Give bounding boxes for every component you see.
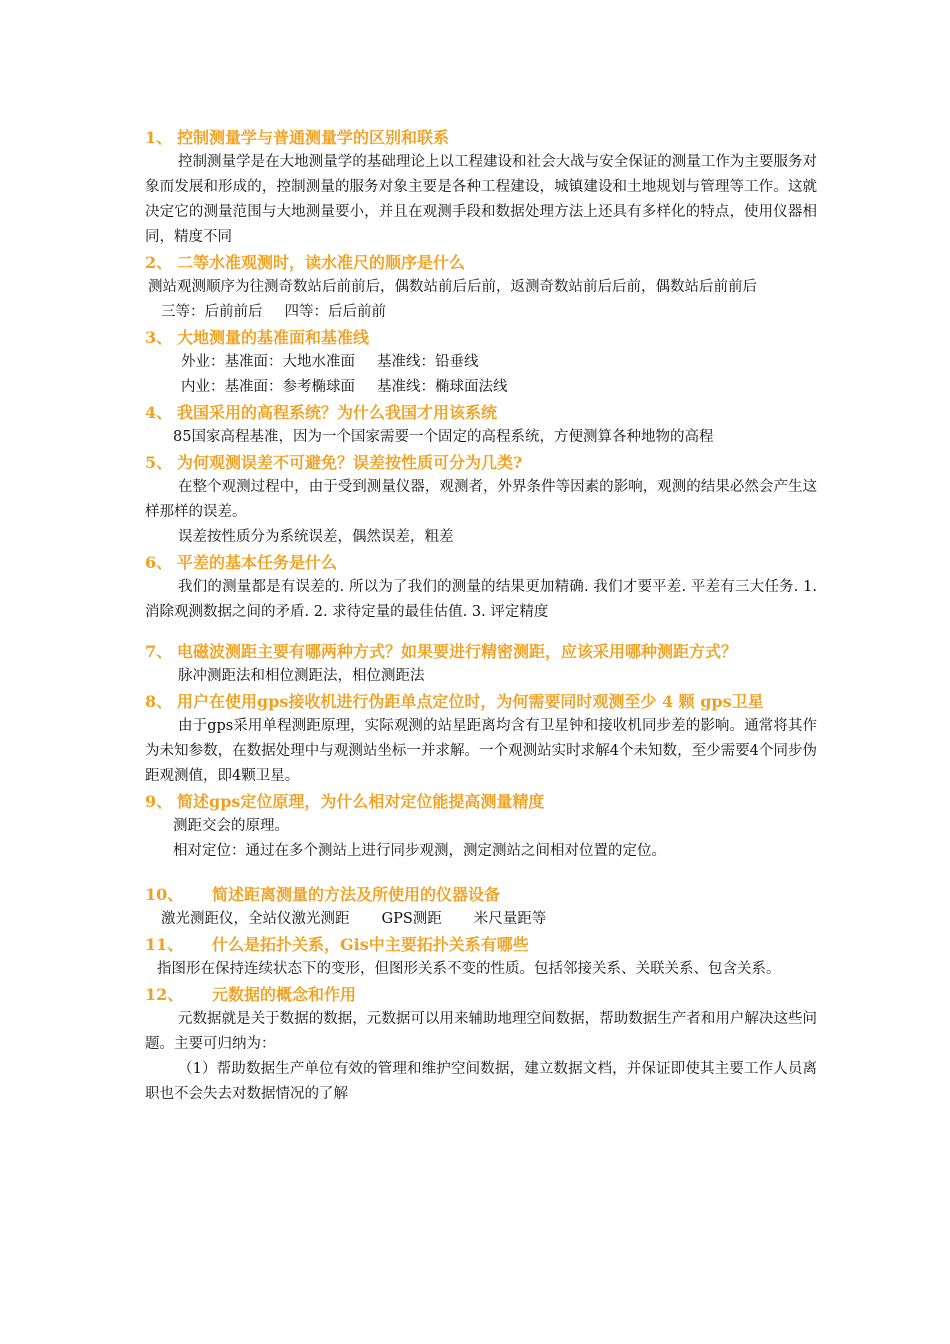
- question-title: 元数据的概念和作用: [212, 985, 357, 1004]
- answer-text: GPS测距: [381, 911, 442, 927]
- question-title: 大地测量的基准面和基准线: [177, 328, 370, 347]
- question-title: 我国采用的高程系统？为什么我国才用该系统: [177, 403, 498, 422]
- answer-text: 米尺量距等: [473, 911, 547, 927]
- answer-text: 激光测距仪，全站仪激光测距: [161, 911, 350, 927]
- question-heading-10: [145, 882, 817, 907]
- answer-paragraph: 我们的测量都是有误差的. 所以为了我们的测量的结果更加精确. 我们才要平差. 平差有三大任务. 1. 消除观测数据之间的矛盾. 2. 求待定量的最佳估值. 3. 评定精度: [145, 579, 817, 620]
- question-title: 控制测量学与普通测量学的区别和联系: [177, 128, 450, 147]
- document-content: [145, 125, 817, 1107]
- answer-paragraph: 测距交会的原理。: [173, 818, 289, 834]
- question-heading-12: [145, 982, 817, 1007]
- answer-line: [145, 350, 817, 375]
- answer-text: 内业：基准面：参考椭球面: [181, 379, 355, 395]
- spacer: [145, 625, 817, 639]
- question-number: 8、: [145, 692, 173, 711]
- answer-paragraph: 元数据就是关于数据的数据，元数据可以用来辅助地理空间数据，帮助数据生产者和用户解决这些问题。主要可归纳为：: [145, 1011, 817, 1052]
- answer-paragraph: 指图形在保持连续状态下的变形，但图形关系不变的性质。包括邻接关系、关联关系、包含关系。: [157, 961, 781, 977]
- answer-paragraph: 由于gps采用单程测距原理，实际观测的站星距离均含有卫星钟和接收机同步差的影响。通常将其作为未知参数，在数据处理中与观测站坐标一并求解。一个观测站实时求解4个未知数，至少需要4个同步伪距观测值，即4颗卫星。: [145, 718, 817, 784]
- answer-paragraph: 在整个观测过程中，由于受到测量仪器，观测者，外界条件等因素的影响，观测的结果必然会产生这样那样的误差。: [145, 479, 817, 520]
- question-number: 5、: [145, 453, 173, 472]
- answer-text: 三等：后前前后: [161, 304, 263, 320]
- question-number: 6、: [145, 553, 173, 572]
- question-number: 2、: [145, 253, 173, 272]
- question-heading-7: [145, 639, 817, 664]
- question-title: 简述距离测量的方法及所使用的仪器设备: [212, 885, 501, 904]
- answer-paragraph: 85国家高程基准，因为一个国家需要一个固定的高程系统，方便测算各种地物的高程: [173, 429, 714, 445]
- question-title: 平差的基本任务是什么: [177, 553, 338, 572]
- question-number: 11、: [145, 935, 184, 954]
- answer-text: 基准线：铅垂线: [377, 354, 479, 370]
- answer-paragraph: 脉冲测距法和相位测距法，相位测距法: [178, 668, 425, 684]
- question-heading-3: [145, 325, 817, 350]
- question-number: 12、: [145, 985, 184, 1004]
- question-title: 什么是拓扑关系，Gis中主要拓扑关系有哪些: [212, 935, 529, 954]
- question-heading-2: [145, 250, 817, 275]
- answer-paragraph: 测站观测顺序为往测奇数站后前前后，偶数站前后后前，返测奇数站前后后前，偶数站后前前后: [148, 279, 757, 295]
- answer-paragraph: 相对定位：通过在多个测站上进行同步观测，测定测站之间相对位置的定位。: [173, 843, 666, 859]
- question-title: 电磁波测距主要有哪两种方式？如果要进行精密测距，应该采用哪种测距方式？: [177, 642, 738, 661]
- question-heading-4: [145, 400, 817, 425]
- spacer: [145, 864, 817, 882]
- question-heading-5: [145, 450, 817, 475]
- question-heading-9: [145, 789, 817, 814]
- answer-paragraph: （1）帮助数据生产单位有效的管理和维护空间数据，建立数据文档，并保证即使其主要工作人员离职也不会失去对数据情况的了解: [145, 1061, 817, 1102]
- answer-text: 外业：基准面：大地水准面: [181, 354, 355, 370]
- answer-paragraph: 误差按性质分为系统误差，偶然误差，粗差: [178, 529, 454, 545]
- answer-line: [145, 300, 817, 325]
- question-number: 9、: [145, 792, 173, 811]
- answer-text: 四等：后后前前: [284, 304, 386, 320]
- question-heading-1: [145, 125, 817, 150]
- question-heading-11: [145, 932, 817, 957]
- answer-paragraph: 控制测量学是在大地测量学的基础理论上以工程建设和社会大战与安全保证的测量工作为主要服务对象而发展和形成的，控制测量的服务对象主要是各种工程建设，城镇建设和土地规划与管理等工作。这就决定它的测量范围与大地测量要小，并且在观测手段和数据处理方法上还具有多样化的特点，使用仪器相同，精度不同: [145, 154, 817, 245]
- question-heading-6: [145, 550, 817, 575]
- question-number: 3、: [145, 328, 173, 347]
- question-title: 二等水准观测时，读水准尺的顺序是什么: [177, 253, 466, 272]
- answer-text: 基准线：椭球面法线: [377, 379, 508, 395]
- question-title: 用户在使用gps接收机进行伪距单点定位时，为何需要同时观测至少 4 颗 gps卫星: [177, 692, 764, 711]
- question-title: 简述gps定位原理，为什么相对定位能提高测量精度: [177, 792, 545, 811]
- answer-line: [145, 375, 817, 400]
- question-number: 7、: [145, 642, 173, 661]
- question-title: 为何观测误差不可避免？误差按性质可分为几类?: [177, 453, 523, 472]
- question-number: 10、: [145, 885, 184, 904]
- question-number: 4、: [145, 403, 173, 422]
- question-heading-8: [145, 689, 817, 714]
- question-number: 1、: [145, 128, 173, 147]
- answer-line: [145, 907, 817, 932]
